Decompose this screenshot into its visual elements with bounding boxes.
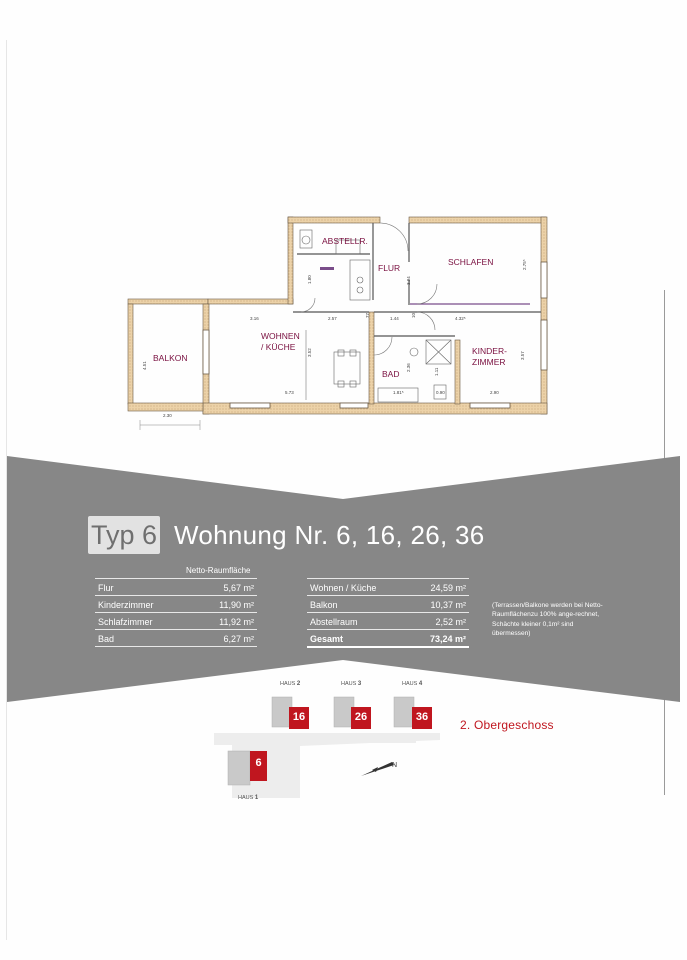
row-label: Kinderzimmer [98, 600, 154, 610]
area-note: (Terrassen/Balkone werden bei Netto-Raumflächenzu 100% ange-rechnet, Schächte kleiner 0,1m² sind übermessen) [492, 602, 603, 637]
room-kinderzimmer-2: ZIMMER [472, 357, 506, 367]
dimension: 3.94 [406, 276, 411, 285]
apt-number-26: 26 [354, 711, 368, 723]
row-label: Abstellraum [310, 617, 358, 627]
total-label: Gesamt [310, 634, 344, 644]
dimension: 2.90 [490, 390, 499, 395]
dimension: 4.51 [142, 361, 147, 370]
room-flur: FLUR [378, 263, 401, 273]
row-value: 6,27 m² [223, 634, 254, 644]
dimension: 4.32⁵ [455, 316, 466, 321]
row-label: Schlafzimmer [98, 617, 153, 627]
room-balkon: BALKON [153, 353, 188, 363]
haus-label-3: HAUS 3 [341, 681, 362, 687]
north-label: N [392, 762, 398, 769]
table-heading: Netto-Raumfläche [186, 566, 251, 575]
dimension: 2.57 [328, 316, 337, 321]
dimension: 3.16 [250, 316, 259, 321]
room-kinderzimmer-1: KINDER- [472, 346, 507, 356]
dimension: 10 [411, 312, 416, 318]
haus-label-4: HAUS 4 [402, 681, 423, 687]
dimension: 2.75⁵ [522, 259, 527, 270]
row-value: 2,52 m² [435, 617, 466, 627]
dimension: 1.11 [434, 367, 439, 376]
total-value: 73,24 m² [429, 634, 466, 644]
room-kueche: / KÜCHE [261, 342, 296, 352]
dimension: 3.52 [307, 348, 312, 357]
north-arrow-icon [361, 762, 394, 776]
row-label: Flur [98, 583, 114, 593]
dimension: 3.57 [520, 351, 525, 360]
row-value: 5,67 m² [223, 583, 254, 593]
dimension: 2.30 [163, 413, 172, 418]
row-value: 11,92 m² [219, 617, 254, 627]
dimension: 5.73 [285, 390, 294, 395]
row-value: 11,90 m² [219, 600, 254, 610]
dimension: 1.80 [307, 275, 312, 284]
row-label: Balkon [310, 600, 338, 610]
apartment-title: Wohnung Nr. 6, 16, 26, 36 [174, 520, 485, 550]
apt-number-6: 6 [255, 757, 262, 769]
room-bad: BAD [382, 369, 400, 379]
haus-label-2: HAUS 2 [280, 681, 301, 687]
room-abstellr: ABSTELLR. [322, 236, 368, 246]
dimension: 1.44 [390, 316, 399, 321]
room-wohnen: WOHNEN [261, 331, 300, 341]
dimension: 77 [365, 312, 370, 318]
row-value: 10,37 m² [430, 600, 466, 610]
apt-number-36: 36 [415, 711, 429, 723]
row-label: Wohnen / Küche [310, 583, 377, 593]
dimension: 1.81⁵ [393, 390, 404, 395]
apt-number-16: 16 [292, 711, 306, 723]
dimension: 0.90 [436, 390, 445, 395]
room-schlafen: SCHLAFEN [448, 257, 494, 267]
dimension: 2.36 [406, 363, 411, 372]
floor-label: 2. Obergeschoss [460, 718, 554, 732]
haus-label-1: HAUS 1 [238, 795, 259, 801]
row-value: 24,59 m² [430, 583, 466, 593]
type-badge: Typ 6 [88, 516, 160, 554]
row-label: Bad [98, 634, 115, 644]
